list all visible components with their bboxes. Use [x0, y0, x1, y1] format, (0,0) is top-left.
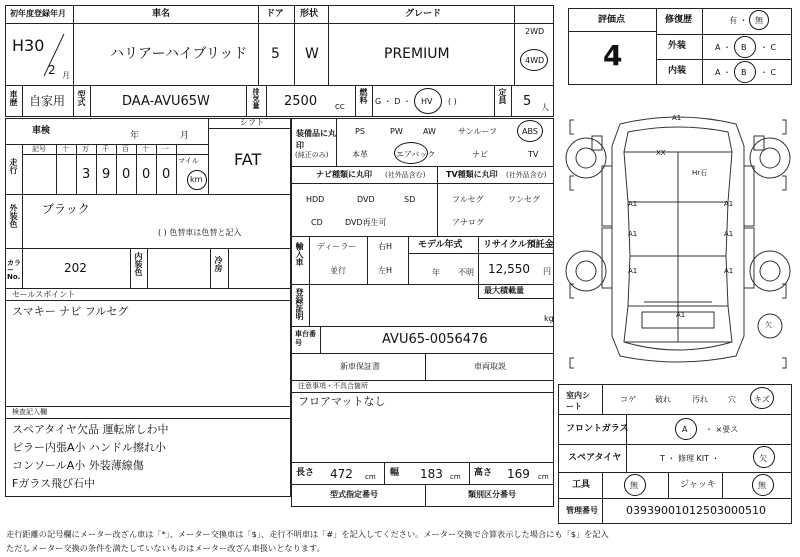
damage-label: A1: [676, 311, 686, 319]
exterior-label: 外装: [668, 41, 687, 51]
mile-label: マイル: [178, 157, 199, 165]
height-unit: cm: [538, 473, 549, 481]
parallel-option: 並行: [330, 266, 346, 275]
recycle-label: リサイクル預託金: [483, 240, 554, 250]
seat-selected: キズ: [754, 395, 770, 404]
type-cert-label: 型式指定番号: [330, 490, 378, 499]
sales-points-value: スマキー ナビ フルセグ: [12, 305, 129, 318]
score-value: 4: [603, 39, 623, 72]
color-no-value: 202: [64, 261, 87, 275]
digit-header: 千: [102, 145, 109, 153]
digit-header: 十: [142, 145, 149, 153]
equipment-label: 装備品に丸印: [296, 129, 336, 150]
exterior-c: ・ C: [760, 43, 777, 52]
spare-label: スペアタイヤ: [568, 453, 622, 463]
jack-value: 無: [758, 481, 766, 490]
sales-points-label: セールスポイント: [12, 290, 76, 299]
damage-label: A1: [628, 230, 638, 238]
equipment-label-sub: (純正のみ): [295, 151, 329, 159]
ext-color-label: 外装色: [9, 204, 18, 228]
damage-label: A1: [724, 267, 734, 275]
damage-label: A1: [724, 200, 734, 208]
interior-b: B: [741, 68, 747, 77]
score-label: 評価点: [598, 15, 626, 25]
inspector-note: ピラー内張A小 ハンドル擦れ小: [12, 441, 167, 454]
fuel-selected: HV: [421, 97, 433, 106]
int-color-label: 内装色: [134, 252, 143, 276]
mileage-digit: 0: [122, 167, 131, 182]
dealer-option: ディーラー: [317, 242, 357, 251]
navi-type: DVD: [357, 195, 375, 204]
spare-options: T ・ 修理 KIT ・: [660, 454, 720, 463]
navi-title: ナビ種類に丸印: [316, 170, 372, 179]
length-label: 長さ: [296, 468, 315, 478]
interior-label: 内装: [668, 66, 687, 76]
damage-label: A1: [724, 230, 734, 238]
left-hand-option: 左H: [378, 266, 393, 275]
equip-item: エアバック: [396, 150, 436, 159]
inspection-label: 車検: [32, 126, 51, 136]
caution-text: フロアマットなし: [298, 395, 386, 408]
digit-header: 百: [122, 145, 129, 153]
equip-item: 本革: [352, 150, 368, 159]
color-no-label: カラーNo.: [7, 259, 21, 281]
ext-color-value: ブラック: [42, 202, 90, 216]
mgmt-number: 0393900101250300051​0: [626, 504, 766, 517]
tv-type: ワンセグ: [508, 195, 540, 204]
footer-note-2: ただしメーター交換の条件を満たしていないものはメーター改ざん車扱いとなります。: [6, 543, 325, 553]
navi-type: DVD再生可: [345, 218, 387, 227]
car-damage-diagram: [562, 106, 794, 376]
fuel-label: 燃料: [359, 88, 368, 104]
model-year-unit: 年: [432, 268, 440, 277]
exterior-a: A ・: [715, 43, 732, 52]
model-value: DAA-AVU65W: [122, 94, 210, 109]
tv-title: TV種類に丸印: [446, 170, 498, 179]
body-shape: W: [305, 46, 319, 62]
displacement-unit: CC: [335, 103, 345, 111]
length-value: 472: [330, 467, 353, 481]
reg-cert-label: 登録証明: [295, 288, 304, 320]
equip-item: PW: [390, 127, 403, 136]
displacement-label: 排気量: [252, 88, 260, 109]
inspector-note: スペアタイヤ欠品 運転席しわ中: [12, 423, 169, 436]
usage-label: 車歴: [9, 90, 18, 106]
digit-header: 一: [162, 145, 169, 153]
model-label: 型式: [77, 90, 86, 106]
category-label: 類別区分番号: [468, 490, 516, 499]
km-label: km: [190, 175, 203, 184]
mgmt-label: 管理番号: [566, 506, 598, 515]
tv-type: アナログ: [452, 218, 484, 227]
drive-2wd: 2WD: [525, 27, 545, 36]
door-count: 5: [271, 46, 280, 62]
max-load-label: 最大積載量: [484, 286, 524, 295]
length-unit: cm: [365, 473, 376, 481]
tv-sub: (社外品含む): [506, 171, 547, 179]
mileage-digit: 0: [162, 167, 171, 182]
windshield-rest: ・ ×要ス: [705, 425, 739, 434]
import-label: 輸入車: [295, 242, 304, 266]
shift-label: シフト: [240, 118, 264, 127]
car-name: ハリアーハイブリッド: [110, 46, 248, 62]
damage-label: A1: [672, 114, 682, 122]
height-label: 高さ: [474, 468, 493, 478]
equip-item: サンルーフ: [458, 127, 497, 136]
displacement-value: 2500: [284, 94, 318, 109]
manual: 車両取説: [474, 362, 506, 371]
max-load-unit: kg: [544, 314, 554, 323]
new-warranty: 新車保証書: [340, 362, 380, 371]
interior-a: A ・: [715, 68, 732, 77]
digit-header: 十: [62, 145, 69, 153]
navi-type: HDD: [306, 195, 325, 204]
shift-value: FAT: [234, 150, 262, 169]
capacity-unit: 人: [541, 103, 549, 112]
grade-label: グレード: [405, 9, 442, 19]
chassis-number: AVU65-0056476: [382, 332, 488, 347]
footer-note-1: 走行距離の記号欄にメーター改ざん車は「*」、メーター交換車は「$」、走行不明車は「#」を記入してください。メーター交換で合算表示した場合にも「$」を記入: [6, 529, 609, 539]
height-value: 169: [507, 467, 530, 481]
fuel-options: G ・ D ・: [375, 97, 411, 106]
reg-month: 2: [48, 63, 56, 77]
repair-yes: 有 ・: [729, 16, 748, 25]
usage-value: 自家用: [29, 94, 66, 108]
windshield-label: フロントガラス: [566, 424, 629, 434]
damage-label: XX: [656, 149, 666, 157]
equip-item: AW: [423, 127, 436, 136]
repair-no: 無: [755, 16, 763, 25]
first-reg-label: 初年度登録年月: [10, 9, 66, 18]
grade-value: PREMIUM: [384, 46, 450, 62]
mileage-symbol-label: 記号: [32, 145, 46, 153]
digit-header: 万: [82, 145, 89, 153]
seat-option: 汚れ: [692, 395, 708, 404]
navi-sub: (社外品含む): [385, 171, 426, 179]
inspection-year-unit: 年: [130, 131, 140, 141]
tv-type: フルセグ: [452, 195, 484, 204]
chassis-label: 車台番号: [295, 330, 316, 347]
reg-month-unit: 月: [62, 71, 70, 80]
reg-year: H30: [12, 36, 45, 55]
seat-option: コゲ: [620, 395, 636, 404]
inspector-note: コンソールA小 外装薄線傷: [12, 459, 144, 472]
shape-label: 形状: [300, 9, 319, 19]
capacity-value: 5: [523, 94, 532, 109]
exterior-b: B: [741, 43, 747, 52]
fuel-other: ( ): [448, 97, 457, 106]
damage-label: Hr石: [692, 169, 708, 177]
repair-label: 修復歴: [665, 15, 693, 25]
seat-option: 穴: [728, 395, 736, 404]
ac-label: 冷房: [214, 256, 223, 272]
mileage-digit: 9: [102, 167, 111, 182]
model-year-value: 不明: [458, 268, 474, 277]
equip-item: PS: [355, 127, 365, 136]
drive-4wd: 4WD: [525, 56, 545, 65]
width-unit: cm: [450, 473, 461, 481]
recycle-yen: 円: [543, 267, 551, 276]
navi-type: SD: [404, 195, 416, 204]
equip-item: TV: [528, 150, 539, 159]
mileage-label: 走行: [9, 158, 18, 174]
seat-label: 室内シート: [566, 391, 590, 411]
mileage-digit: 3: [82, 167, 91, 182]
damage-label: A1: [628, 267, 638, 275]
interior-c: ・ C: [760, 68, 777, 77]
damage-label: A1: [628, 200, 638, 208]
color-change-note: ( ) 色替車は色替と記入: [158, 228, 242, 237]
mileage-digit: 0: [142, 167, 151, 182]
caution-label: 注意事項・不具合箇所: [298, 382, 368, 390]
navi-type: CD: [311, 218, 323, 227]
inspection-month-unit: 月: [180, 131, 190, 141]
recycle-amount: 12,550: [488, 262, 530, 276]
inspector-note: Fガラス飛び石中: [12, 477, 95, 490]
windshield-selected: A: [682, 425, 688, 434]
door-label: ドア: [266, 9, 284, 19]
equip-item: ABS: [522, 127, 538, 136]
jack-label: ジャッキ: [680, 480, 716, 490]
seat-option: 破れ: [655, 395, 671, 404]
equip-item: ナビ: [472, 150, 488, 159]
inspector-notes-label: 検査記入欄: [12, 408, 47, 416]
capacity-label: 定員: [498, 88, 507, 104]
width-label: 幅: [390, 468, 400, 478]
damage-label: 欠: [765, 321, 772, 329]
tools-label: 工具: [572, 480, 591, 490]
width-value: 183: [420, 467, 443, 481]
tools-value: 無: [630, 481, 638, 490]
car-name-label: 車名: [152, 9, 171, 19]
model-year-label: モデル年式: [418, 240, 463, 250]
spare-selected: 欠: [759, 454, 767, 463]
right-hand-option: 右H: [378, 242, 393, 251]
